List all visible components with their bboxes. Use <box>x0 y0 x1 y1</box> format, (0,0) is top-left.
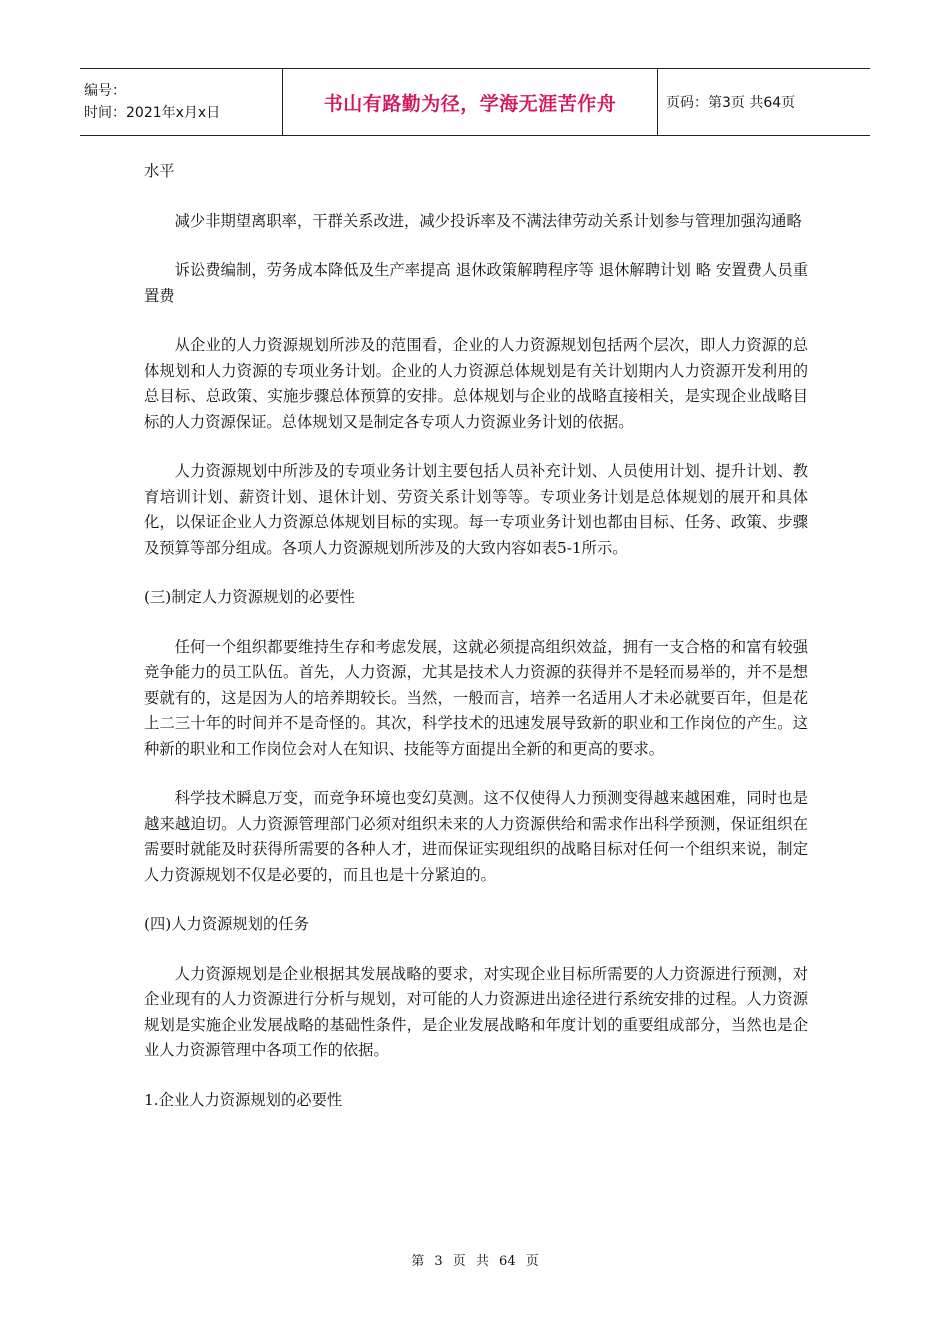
header-meta <box>80 69 282 135</box>
header-motto-cell <box>282 69 658 135</box>
paragraph: 科学技术瞬息万变，而竞争环境也变幻莫测。这不仅使得人力预测变得越来越困难，同时也是越来越迫切。人力资源管理部门必须对组织未来的人力资源供给和需求作出科学预测，保证组织在需要时就能及时获得所需要的各种人才，进而保证实现组织的战略目标对任何一个组织来说，制定人力资源规划不仅是必要的，而且也是十分紧迫的。 <box>144 789 808 884</box>
paragraph: 水平 <box>144 162 175 180</box>
paragraph: 诉讼费编制，劳务成本降低及生产率提高 退休政策解聘程序等 退休解聘计划 略 安置费人员重置费 <box>144 261 808 305</box>
paragraph: 减少非期望离职率，干群关系改进，减少投诉率及不满法律劳动关系计划参与管理加强沟通略 <box>174 211 802 230</box>
section-heading: (四)人力资源规划的任务 <box>144 915 309 933</box>
document-body <box>144 159 808 1137</box>
subsection-heading: 1.企业人力资源规划的必要性 <box>144 1090 343 1109</box>
paragraph: 任何一个组织都要维持生存和考虑发展，这就必须提高组织效益，拥有一支合格的和富有较强竞争能力的员工队伍。首先，人力资源，尤其是技术人力资源的获得并不是轻而易举的，并不是想要就有的，这是因为人的培养期较长。当然，一般而言，培养一名适用人才未必就要百年，但是花上二三十年的时间并不是奇怪的。其次，科学技术的迅速发展导致新的职业和工作岗位的产生。这种新的职业和工作岗位会对人在知识、技能等方面提出全新的和更高的要求。 <box>144 637 808 758</box>
paragraph: 人力资源规划是企业根据其发展战略的要求，对实现企业目标所需要的人力资源进行预测，对企业现有的人力资源进行分析与规划，对可能的人力资源进出途径进行系统安排的过程。人力资源规划是实施企业发展战略的基础性条件，是企业发展战略和年度计划的重要组成部分，当然也是企业人力资源管理中各项工作的依据。 <box>144 964 808 1059</box>
page-header <box>80 68 870 136</box>
motto: 书山有路勤为径，学海无涯苦作舟 <box>323 92 617 115</box>
paragraph: 从企业的人力资源规划所涉及的范围看，企业的人力资源规划包括两个层次，即人力资源的总体规划和人力资源的专项业务计划。企业的人力资源总体规划是有关计划期内人力资源开发利用的总目标、总政策、实施步骤总体预算的安排。总体规划与企业的战略直接相关，是实现企业战略目标的人力资源保证。总体规划又是制定各专项人力资源业务计划的依据。 <box>144 336 808 431</box>
number-label: 编号： <box>84 83 126 99</box>
date-label: 时间：2021年x月x日 <box>84 105 221 121</box>
section-heading: (三)制定人力资源规划的必要性 <box>144 588 355 606</box>
header-page-code <box>658 69 870 135</box>
paragraph: 人力资源规划中所涉及的专项业务计划主要包括人员补充计划、人员使用计划、提升计划、教育培训计划、薪资计划、退休计划、劳资关系计划等等。专项业务计划是总体规划的展开和具体化，以保证企业人力资源总体规划目标的实现。每一专项业务计划也都由目标、任务、政策、步骤及预算等部分组成。各项人力资源规划所涉及的大致内容如表5-1所示。 <box>144 462 808 557</box>
page-footer: 第 3 页 共 64 页 <box>411 1254 539 1269</box>
page-code: 页码：第3页 共64页 <box>666 95 796 111</box>
